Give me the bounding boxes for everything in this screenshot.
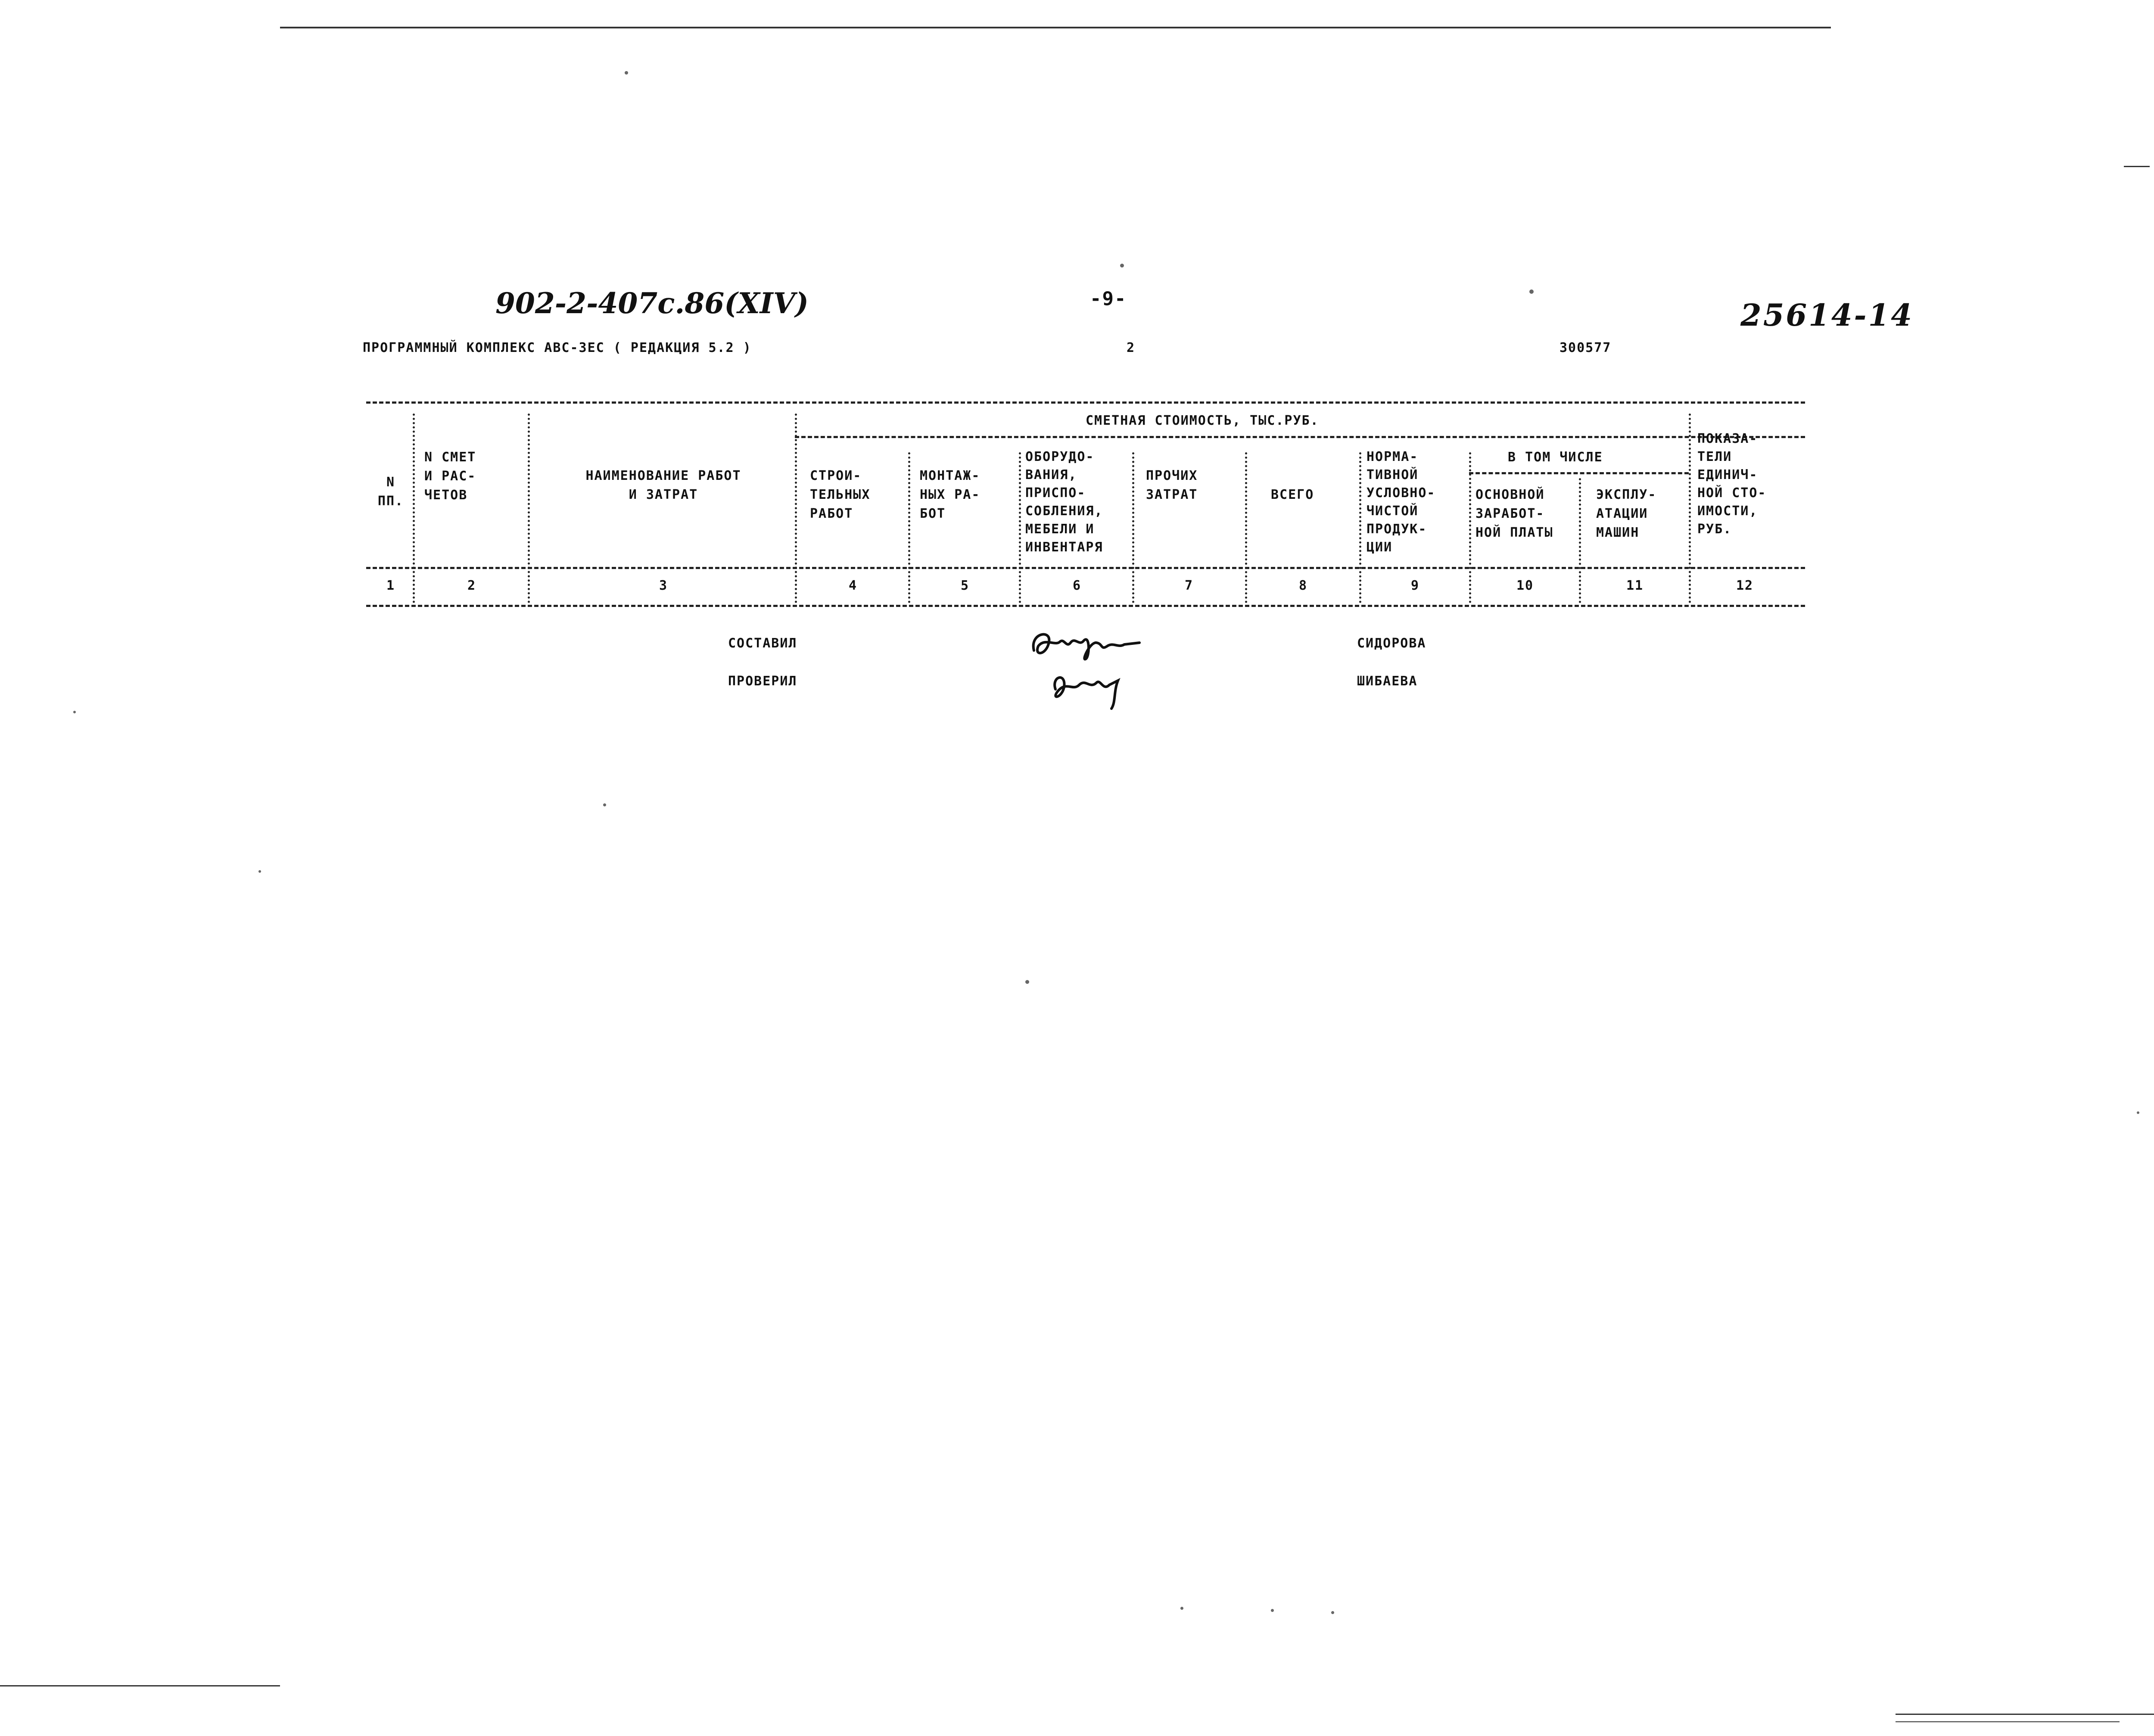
scan-speck [73,711,76,713]
column-header-11: ЭКСПЛУ- АТАЦИИ МАШИН [1596,487,1657,540]
header-bottom-rule [366,567,1805,569]
column-header-3: НАИМЕНОВАНИЕ РАБОТ И ЗАТРАТ [585,468,741,502]
scan-speck [2137,1111,2139,1114]
column-header-6: ОБОРУДО- ВАНИЯ, ПРИСПО- СОБЛЕНИЯ, МЕБЕЛИ И ИНВЕНТАРЯ [1025,449,1103,555]
scan-edge-line-bottom-right-2 [1896,1721,2120,1722]
document-number: 25614-14 [1740,297,1914,333]
column-number-11: 11 [1626,578,1644,593]
column-separator [1132,452,1134,603]
column-number-7: 7 [1184,578,1194,593]
column-number-1: 1 [386,578,395,593]
column-header-5: МОНТАЖ- НЫХ РА- БОТ [920,468,981,521]
table-bottom-rule [366,605,1805,607]
column-number-9: 9 [1410,578,1420,593]
column-header-2: N СМЕТ И РАС- ЧЕТОВ [424,450,476,503]
scan-speck [1025,980,1029,984]
column-header-7: ПРОЧИХ ЗАТРАТ [1146,468,1198,502]
scan-mark-right [2124,166,2150,167]
scan-speck [1529,289,1534,294]
subgroup-header: В ТОМ ЧИСЛЕ [1508,450,1603,465]
column-separator [1359,452,1361,603]
page-marker: -9- [1090,288,1127,310]
scan-speck [1180,1607,1183,1610]
column-header-1: N ПП. [377,475,404,509]
group-header: СМЕТНАЯ СТОИМОСТЬ, ТЫС.РУБ. [1086,413,1319,428]
checked-label: ПРОВЕРИЛ [728,674,797,689]
column-number-6: 6 [1072,578,1082,593]
column-header-8: ВСЕГО [1271,487,1314,502]
scan-speck [258,870,261,873]
sheet-number: 2 [1127,340,1136,355]
column-number-8: 8 [1298,578,1308,593]
column-separator [413,414,415,603]
column-number-2: 2 [467,578,476,593]
column-separator [795,414,797,603]
handwritten-project-code: 902-2-407с.86(XIV) [495,286,809,320]
column-separator [1579,478,1581,603]
program-code: 300577 [1559,340,1612,355]
column-separator [908,452,910,603]
subgroup-header-rule [1469,472,1689,474]
column-number-5: 5 [960,578,970,593]
scan-speck [1271,1609,1274,1612]
checked-name: ШИБАЕВА [1357,674,1418,689]
scan-speck [625,71,628,75]
signature-compiled-and-checked [1025,616,1172,711]
scan-edge-line-top [280,27,1831,28]
scan-speck [603,803,606,806]
column-separator [1245,452,1247,603]
column-separator [1689,414,1691,603]
scan-speck [1331,1611,1334,1614]
column-number-3: 3 [659,578,668,593]
table-top-rule [366,401,1805,404]
compiled-label: СОСТАВИЛ [728,636,797,651]
column-header-4: СТРОИ- ТЕЛЬНЫХ РАБОТ [810,468,871,521]
group-header-rule [795,436,1805,438]
column-header-10: ОСНОВНОЙ ЗАРАБОТ- НОЙ ПЛАТЫ [1475,487,1553,540]
column-separator [528,414,530,603]
column-header-12: ПОКАЗА- ТЕЛИ ЕДИНИЧ- НОЙ СТО- ИМОСТИ, РУБ. [1697,431,1767,537]
program-line: ПРОГРАММНЫЙ КОМПЛЕКС АВС-3ЕС ( РЕДАКЦИЯ 5.2 ) [363,340,752,355]
column-number-12: 12 [1736,578,1754,593]
scan-edge-line-bottom-left [0,1685,280,1686]
scan-edge-line-bottom-right [1896,1714,2154,1715]
column-number-4: 4 [848,578,858,593]
compiled-name: СИДОРОВА [1357,636,1426,651]
column-separator [1019,452,1021,603]
scan-speck [1120,264,1124,268]
column-separator [1469,452,1471,603]
column-header-9: НОРМА- ТИВНОЙ УСЛОВНО- ЧИСТОЙ ПРОДУК- ЦИИ [1366,449,1436,555]
column-number-10: 10 [1516,578,1534,593]
